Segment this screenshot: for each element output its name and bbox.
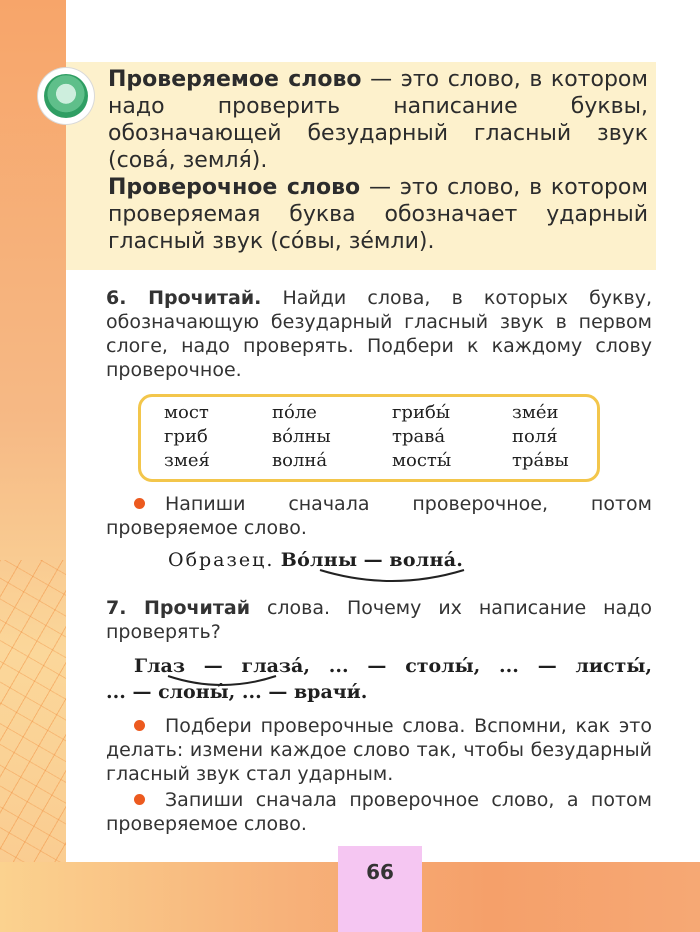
- task-6-number: 6. Прочитай.: [106, 287, 262, 309]
- sample-arc-icon: [318, 568, 466, 584]
- task-7-bullet-2: [106, 788, 652, 836]
- task-6-bullet: [106, 492, 652, 540]
- term-checked-word: Проверяемое слово: [108, 67, 362, 92]
- page-number-tab: [338, 846, 422, 932]
- rule-definition-1: Проверяемое слово — это слово, в котором надо проверить написание буквы, обозначающей безударный гласный звук (сова́, земля́).: [108, 67, 648, 173]
- sample-dash: —: [363, 549, 383, 571]
- definition-1-end: ).: [251, 148, 268, 173]
- definition-2-text: — это слово, в котором проверяемая буква обозначает ударный гласный звук (: [108, 175, 648, 254]
- example-sova: сова́: [116, 148, 169, 173]
- task-7-number: 7. Прочитай: [106, 597, 251, 619]
- word-cell: мосты́: [392, 450, 452, 471]
- bullet-dot-icon: [134, 498, 145, 509]
- word-cell: тра́вы: [512, 450, 569, 471]
- task-7-words-line-1: Глаз — глаза́, ... — столы́, ... — листы́,: [134, 655, 652, 677]
- task-6-text: Найди слова, в которых букву, обозначающую безударный гласный звук в первом слоге, надо проверять. Подбери к каждому слову проверочное.: [106, 287, 652, 381]
- word-cell: змея́: [164, 450, 210, 471]
- word-cell: мост: [164, 402, 209, 423]
- word-cell: гриб: [164, 426, 208, 447]
- task-7-instruction: [106, 596, 652, 644]
- owl-logo-emblem: [44, 74, 88, 118]
- task-6-instruction: [106, 286, 652, 382]
- example-sovy: со́вы: [278, 229, 335, 254]
- task-6-bullet-text: Напиши сначала проверочное, потом проверяемое слово.: [106, 493, 652, 539]
- task-7-bullet-1-text: Подбери проверочные слова. Вспомни, как это делать: измени каждое слово так, чтобы безударный гласный звук стал ударным.: [106, 715, 652, 785]
- definition-2-end: ).: [418, 229, 435, 254]
- bullet-dot-icon: [134, 794, 145, 805]
- sample-label: Образец.: [168, 549, 275, 571]
- sample-word-checked: волна́.: [389, 549, 464, 571]
- term-checking-word: Проверочное слово: [108, 175, 361, 200]
- bullet-dot-icon: [134, 720, 145, 731]
- word-cell: зме́и: [512, 402, 559, 423]
- word-cell: грибы́: [392, 402, 451, 423]
- word-cell: по́ле: [272, 402, 317, 423]
- rule-text: [108, 66, 648, 255]
- word-cell: поля́: [512, 426, 558, 447]
- task-7-bullet-2-text: Запиши сначала проверочное слово, а потом проверяемое слово.: [106, 789, 652, 835]
- task-7-words-line-2: ... — слоны́, ... — врачи́.: [106, 681, 368, 703]
- sample-word-checking: Во́лны: [280, 549, 358, 571]
- task-7-text: слова. Почему их написание надо проверять?: [106, 597, 652, 643]
- example-zemlya: земля́: [182, 148, 252, 173]
- word-cell: во́лны: [272, 426, 331, 447]
- rule-definition-2: Проверочное слово — это слово, в котором проверяемая буква обозначает ударный гласный звук (со́вы, зе́мли).: [108, 175, 648, 254]
- example-zemli: зе́мли: [348, 229, 419, 254]
- owl-logo-icon: [38, 68, 94, 124]
- word-cell: волна́: [272, 450, 328, 471]
- task-7-bullet-1: [106, 714, 652, 786]
- page-number: 66: [366, 860, 394, 884]
- definition-1-text: — это слово, в котором надо проверить написание буквы, обозначающей безударный гласный звук (: [108, 67, 648, 173]
- word-cell: трава́: [392, 426, 446, 447]
